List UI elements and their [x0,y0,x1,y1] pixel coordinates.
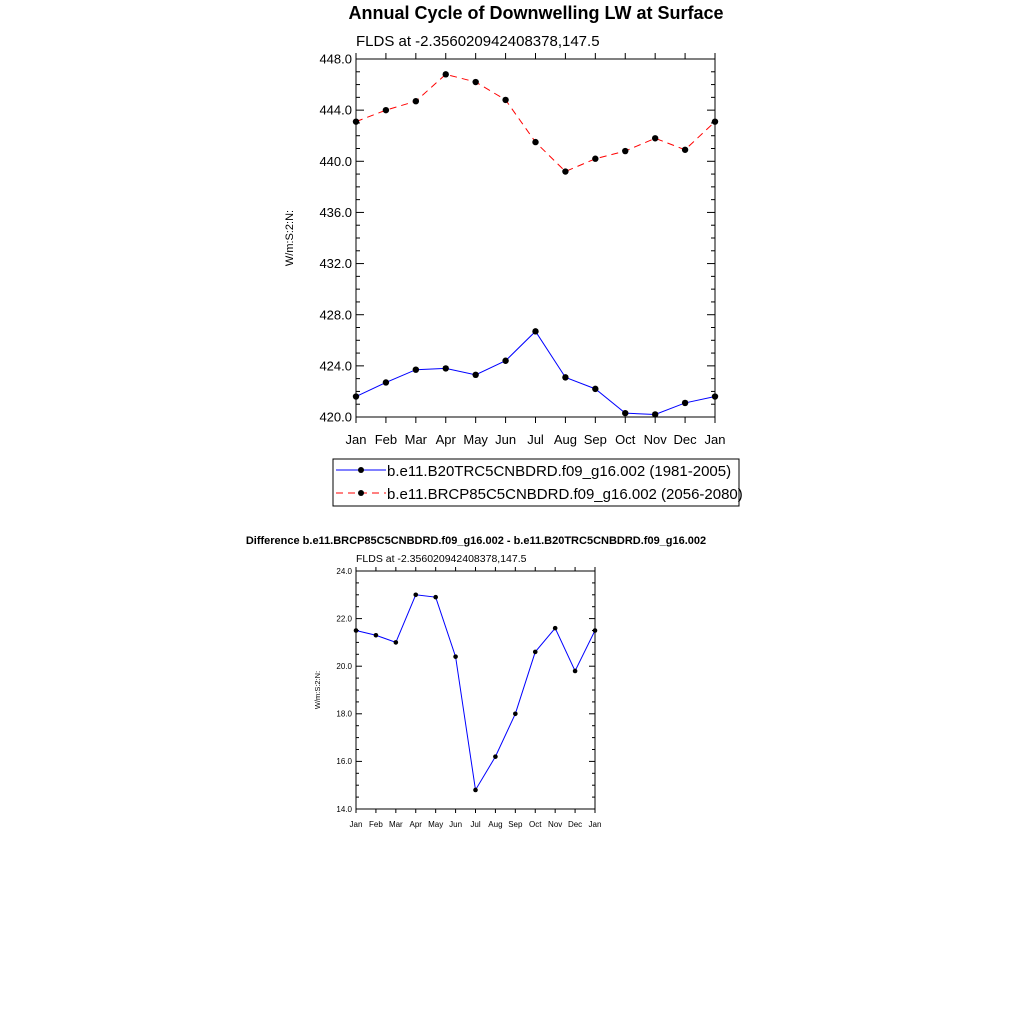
y-tick-label: 428.0 [319,307,352,323]
x-tick-label: Dec [567,820,583,829]
y-tick-label: 432.0 [319,256,352,272]
data-point [532,139,538,145]
series-line-0 [356,595,595,790]
x-tick-label: Oct [615,432,636,447]
x-tick-label: Sep [508,820,523,829]
data-point [712,393,718,399]
x-tick-label: Jan [349,820,363,829]
series-line-1 [356,74,715,171]
x-tick-label: Oct [529,820,542,829]
data-point [354,628,359,633]
x-tick-label: May [463,432,488,447]
x-tick-label: Dec [673,432,697,447]
data-point [493,754,498,759]
chart-title: Annual Cycle of Downwelling LW at Surface [348,3,724,23]
legend-marker-future [358,490,364,496]
x-tick-label: Jan [704,432,726,447]
data-point [502,97,508,103]
data-point [413,593,418,598]
x-tick-label: Jul [527,432,544,447]
x-tick-label: Nov [643,432,667,447]
y-tick-label: 436.0 [319,204,352,220]
x-tick-label: Mar [404,432,428,447]
data-point [453,654,458,659]
y-tick-label: 420.0 [319,409,352,425]
y-tick-label: 444.0 [319,102,352,118]
y-tick-label: 22.0 [336,614,352,624]
data-point [622,410,628,416]
x-tick-label: Jul [470,820,481,829]
x-tick-label: Mar [388,820,403,829]
data-point [413,366,419,372]
y-tick-label: 16.0 [336,757,352,767]
legend-marker-historical [358,467,364,473]
y-tick-label: 18.0 [336,709,352,719]
x-tick-label: Feb [369,820,383,829]
data-point [532,328,538,334]
y-axis-label: W/m:S:2:N: [313,670,322,710]
data-point [383,379,389,385]
data-point [374,633,379,638]
data-point [472,79,478,85]
x-tick-label: Jun [449,820,463,829]
difference-chart [246,535,706,829]
data-point [353,118,359,124]
y-axis-label: W/m:S:2:N: [284,209,296,267]
data-point [652,411,658,417]
x-tick-label: Jan [588,820,602,829]
legend-label-future: b.e11.BRCP85C5CNBDRD.f09_g16.002 (2056-2080) [387,486,743,503]
x-tick-label: May [428,820,444,829]
x-tick-label: Aug [488,820,503,829]
y-tick-label: 20.0 [336,662,352,671]
x-tick-label: Feb [374,432,398,447]
x-tick-label: Nov [548,820,563,829]
y-tick-label: 424.0 [319,358,352,374]
data-point [353,393,359,399]
data-point [533,650,538,655]
data-point [472,372,478,378]
data-point [443,71,449,77]
data-point [622,148,628,154]
data-point [562,168,568,174]
series-layer [353,71,718,418]
annual-cycle-chart [284,3,743,506]
data-point [682,147,688,153]
data-point [394,640,399,645]
data-point [712,118,718,124]
x-tick-label: Apr [435,432,456,447]
data-point [513,712,518,717]
x-tick-label: Apr [409,820,422,829]
chart-subtitle: FLDS at -2.356020942408378,147.5 [356,553,527,565]
y-tick-label: 448.0 [319,51,352,67]
data-point [592,156,598,162]
data-point [443,365,449,371]
data-point [413,98,419,104]
data-point [473,788,478,793]
x-tick-label: Jan [345,432,367,447]
x-tick-label: Jun [495,432,517,447]
data-point [592,386,598,392]
series-line-0 [356,331,715,414]
axis-ticks [336,567,601,829]
legend-label-historical: b.e11.B20TRC5CNBDRD.f09_g16.002 (1981-2005) [387,463,732,480]
data-point [383,107,389,113]
data-point [553,626,558,631]
data-point [652,135,658,141]
chart-title: Difference b.e11.BRCP85C5CNBDRD.f09_g16.002 - b.e11.B20TRC5CNBDRD.f09_g16.002 [245,535,707,547]
data-point [562,374,568,380]
y-tick-label: 14.0 [336,804,352,814]
series-layer [354,593,598,793]
chart-subtitle: FLDS at -2.356020942408378,147.5 [356,33,600,50]
legend [333,459,743,506]
x-tick-label: Sep [583,432,607,447]
y-tick-label: 440.0 [319,153,352,169]
plot-frame [356,59,715,417]
data-point [593,628,598,633]
y-tick-label: 24.0 [336,566,352,576]
axis-ticks [319,52,725,447]
x-tick-label: Aug [553,432,577,447]
data-point [573,669,578,674]
plot-frame [356,571,595,809]
data-point [433,595,438,600]
data-point [682,400,688,406]
data-point [502,358,508,364]
